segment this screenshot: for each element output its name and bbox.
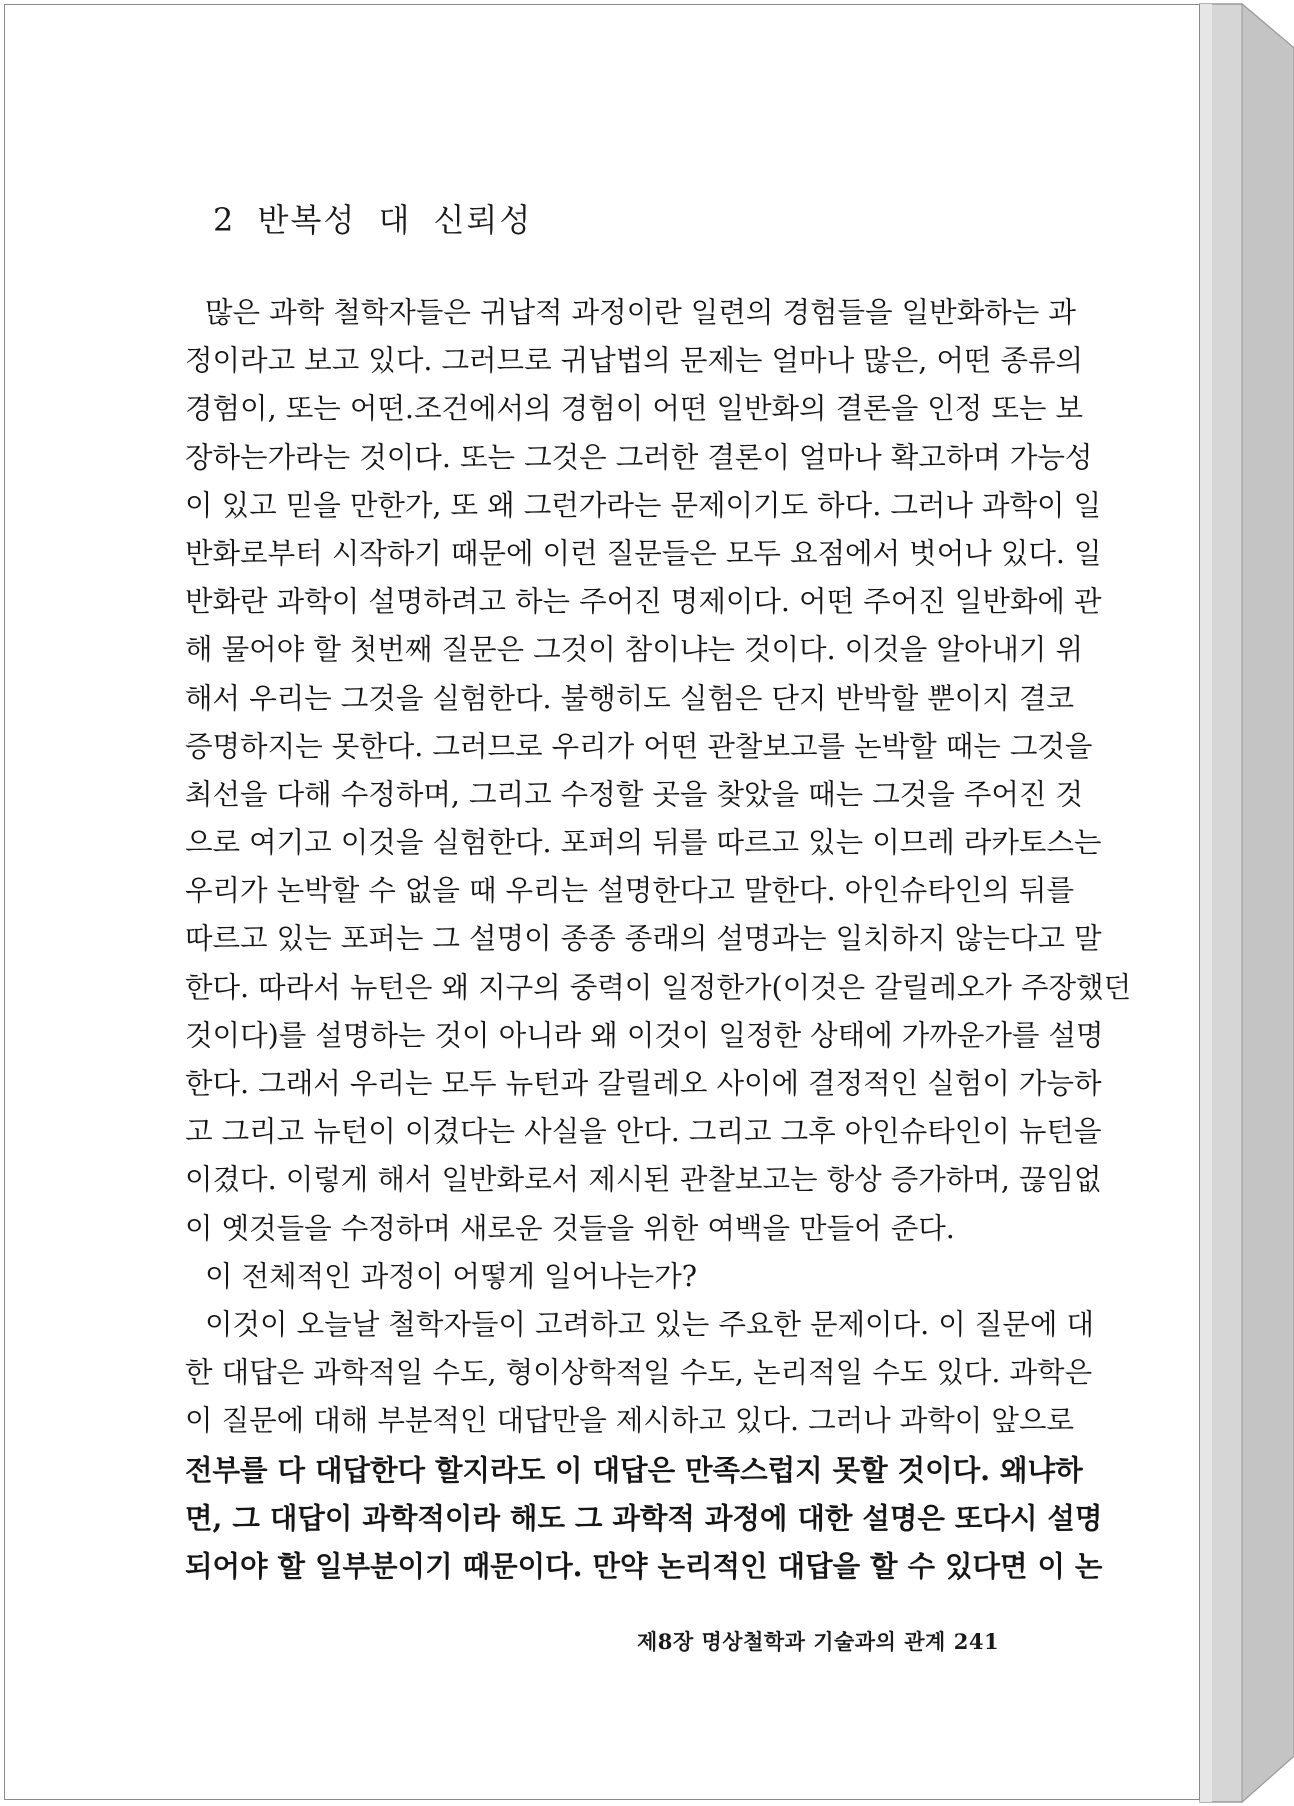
text-line: 고 그리고 뉴턴이 이겼다는 사실을 안다. 그리고 그후 아인슈타인이 뉴턴을: [185, 1115, 1102, 1149]
text-line: 최선을 다해 수정하며, 그리고 수정할 곳을 찾았을 때는 그것을 주어진 것: [185, 777, 1084, 811]
text-line: 반화로부터 시작하기 때문에 이런 질문들은 모두 요점에서 벗어나 있다. 일: [185, 536, 1102, 570]
text-line: 되어야 할 일부분이기 때문이다. 만약 논리적인 대답을 할 수 있다면 이 논: [185, 1548, 1103, 1583]
page-number: 241: [953, 1629, 1000, 1654]
text-line: 한 대답은 과학적일 수도, 형이상학적일 수도, 논리적일 수도 있다. 과학은: [185, 1356, 1093, 1390]
text-line: 한다. 그래서 우리는 모두 뉴턴과 갈릴레오 사이에 결정적인 실험이 가능하: [185, 1067, 1102, 1100]
text-line: 한다. 따라서 뉴턴은 왜 지구의 중력이 일정한가(이것은 갈릴레오가 주장했던: [185, 970, 1132, 1004]
text-line: 전부를 다 대답한다 할지라도 이 대답은 만족스럽지 못할 것이다. 왜냐하: [185, 1452, 1083, 1487]
text-line: 정이라고 보고 있다. 그러므로 귀납법의 문제는 얼마나 많은, 어떤 종류의: [185, 344, 1084, 378]
body-text: [185, 289, 1132, 1590]
section-heading: 2 반복성 대 신뢰성: [213, 201, 533, 239]
paragraph-2: [185, 1253, 1027, 1301]
text-line: 것이다)를 설명하는 것이 아니라 왜 이것이 일정한 상태에 가까운가를 설명: [185, 1018, 1104, 1052]
paragraph-1: [185, 289, 1132, 1253]
text-line: 이 있고 믿을 만한가, 또 왜 그런가라는 문제이기도 하다. 그러나 과학이 일: [185, 488, 1102, 522]
text-line: 면, 그 대답이 과학적이라 해도 그 과학적 과정에 대한 설명은 또다시 설명: [185, 1500, 1103, 1535]
chapter-title: 제8장 명상철학과 기술과의 관계: [637, 1629, 946, 1654]
text-line: 이 질문에 대해 부분적인 대답만을 제시하고 있다. 그러나 과학이 앞으로: [185, 1404, 1074, 1438]
text-line: 장하는가라는 것이다. 또는 그것은 그러한 결론이 얼마나 확고하며 가능성: [185, 440, 1093, 474]
document-page: [4, 4, 1200, 1800]
text-line: 많은 과학 철학자들은 귀납적 과정이란 일련의 경험들을 일반화하는 과: [205, 296, 1076, 329]
text-line: 우리가 논박할 수 없을 때 우리는 설명한다고 말한다. 아인슈타인의 뒤를: [185, 874, 1074, 908]
text-line: 증명하지는 못한다. 그러므로 우리가 어떤 관찰보고를 논박할 때는 그것을: [185, 729, 1093, 763]
text-line: 해서 우리는 그것을 실험한다. 불행히도 실험은 단지 반박할 뿐이지 결코: [185, 681, 1074, 715]
paragraph-3: [185, 1301, 1103, 1590]
text-line: 이것이 오늘날 철학자들이 고려하고 있는 주요한 문제이다. 이 질문에 대: [205, 1307, 1094, 1341]
text-line: 이겼다. 이렇게 해서 일반화로서 제시된 관찰보고는 항상 증가하며, 끊임없: [185, 1163, 1102, 1197]
text-line: 이 옛것들을 수정하며 새로운 것들을 위한 여백을 만들어 준다.: [185, 1211, 955, 1245]
text-line: 해 물어야 할 첫번째 질문은 그것이 참이냐는 것이다. 이것을 알아내기 위: [185, 633, 1084, 667]
text-line: 반화란 과학이 설명하려고 하는 주어진 명제이다. 어떤 주어진 일반화에 관: [185, 585, 1102, 619]
text-line: 경험이, 또는 어떤.조건에서의 경험이 어떤 일반화의 결론을 인정 또는 보: [185, 392, 1084, 426]
page-footer: [637, 1626, 999, 1656]
text-line: 따르고 있는 포퍼는 그 설명이 종종 종래의 설명과는 일치하지 않는다고 말: [185, 922, 1102, 956]
text-line: 이 전체적인 과정이 어떻게 일어나는가?: [205, 1259, 698, 1293]
text-line: 으로 여기고 이것을 실험한다. 포퍼의 뒤를 따르고 있는 이므레 라카토스는: [185, 826, 1102, 860]
